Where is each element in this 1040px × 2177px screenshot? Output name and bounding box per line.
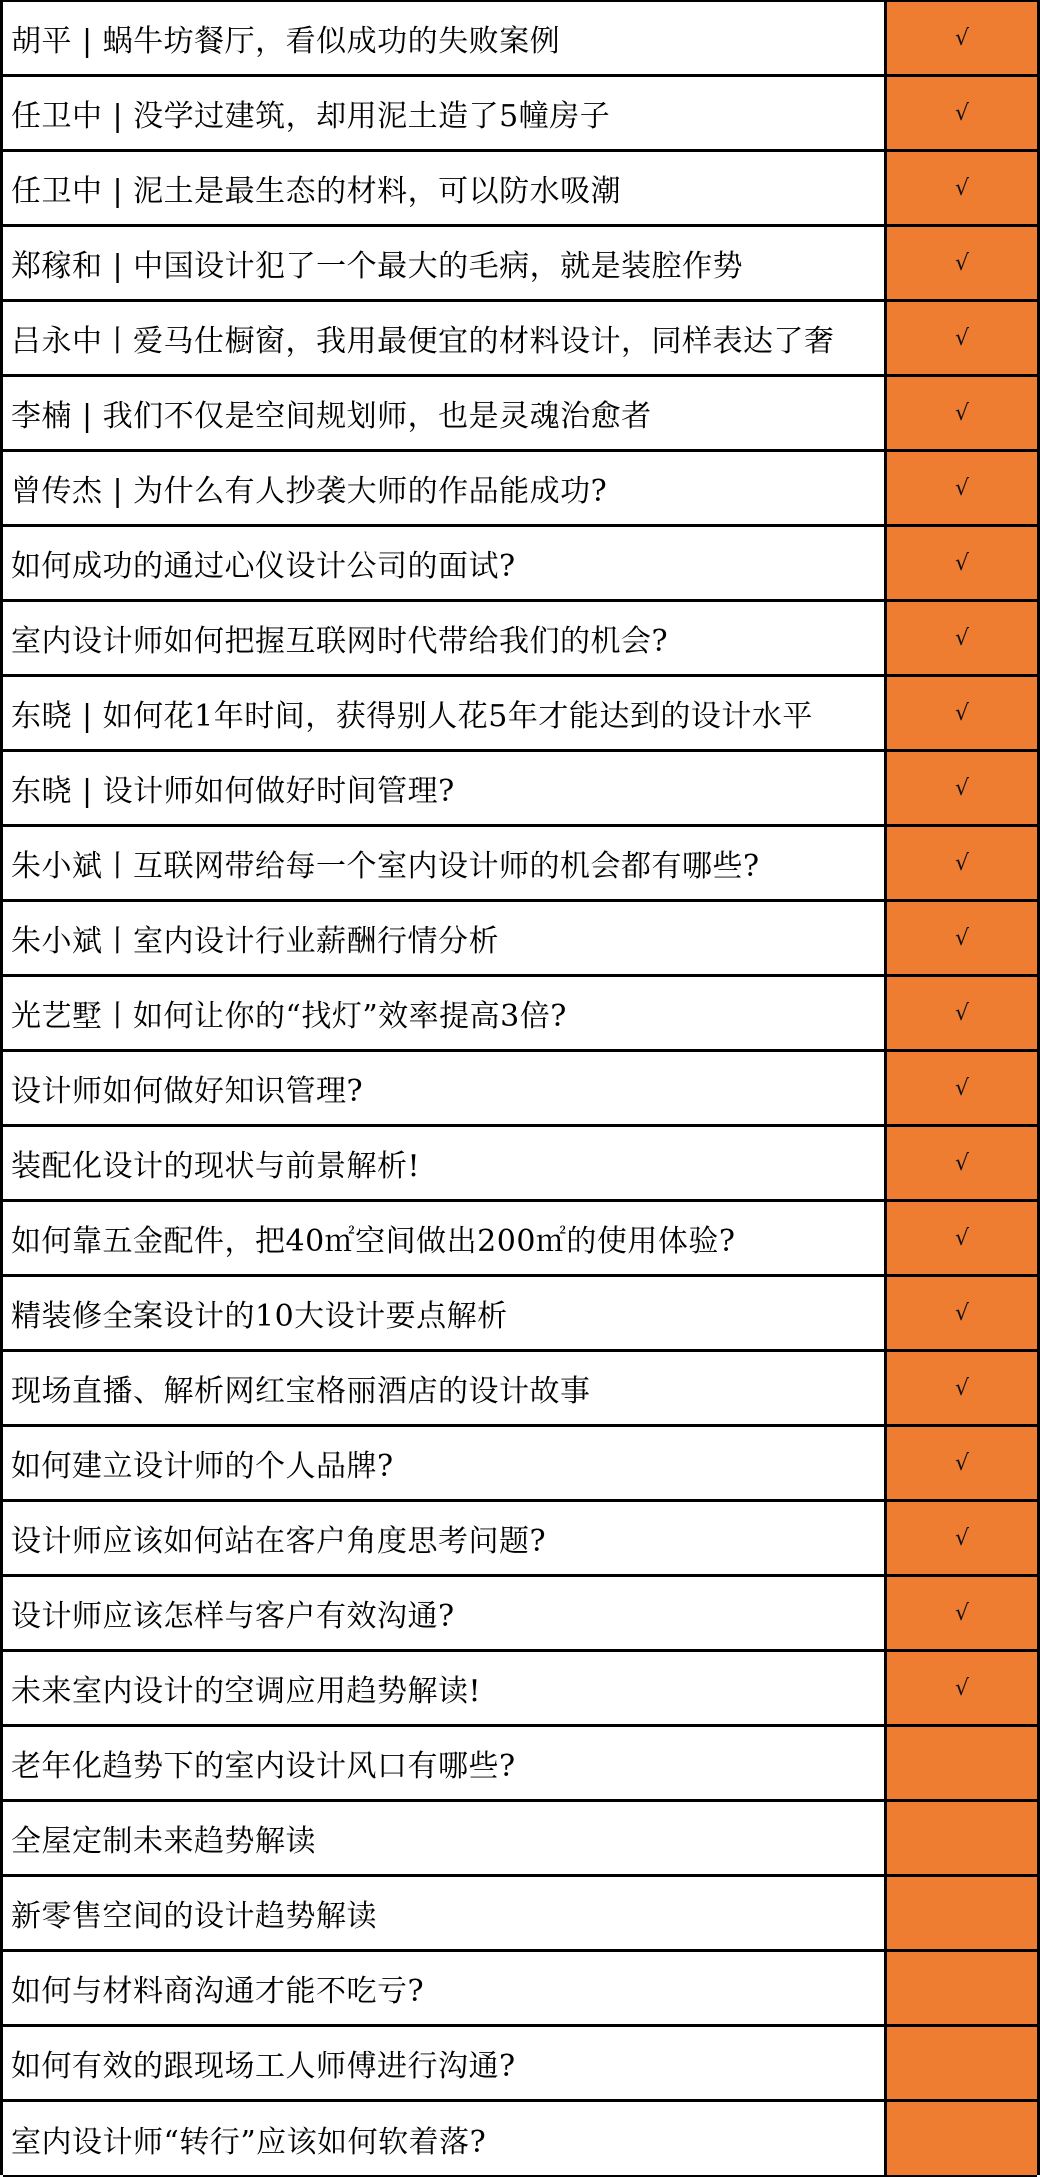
topic-title-cell bbox=[3, 302, 887, 374]
topic-title: 设计师应该如何站在客户角度思考问题? bbox=[11, 1524, 547, 1559]
topic-title-cell bbox=[3, 452, 887, 524]
status-cell bbox=[887, 677, 1037, 749]
status-cell bbox=[887, 977, 1037, 1049]
status-cell bbox=[887, 1127, 1037, 1199]
topic-title-cell bbox=[3, 1127, 887, 1199]
status-cell bbox=[887, 152, 1037, 224]
table-row bbox=[3, 1952, 1037, 2027]
checkmark-icon: √ bbox=[954, 1675, 970, 1701]
topic-title-cell bbox=[3, 77, 887, 149]
status-cell bbox=[887, 1952, 1037, 2024]
topic-title-cell bbox=[3, 1877, 887, 1949]
table-row bbox=[3, 2, 1037, 77]
table-row bbox=[3, 377, 1037, 452]
table-row bbox=[3, 1427, 1037, 1502]
status-cell bbox=[887, 2027, 1037, 2099]
table-row bbox=[3, 1652, 1037, 1727]
topic-title-cell bbox=[3, 1952, 887, 2024]
topic-title-cell bbox=[3, 1052, 887, 1124]
table-row bbox=[3, 827, 1037, 902]
table-row bbox=[3, 602, 1037, 677]
topic-title: 胡平 | 蜗牛坊餐厅，看似成功的失败案例 bbox=[11, 24, 561, 59]
topic-title: 任卫中 | 泥土是最生态的材料，可以防水吸潮 bbox=[11, 174, 622, 209]
topic-title-cell bbox=[3, 902, 887, 974]
topic-title-cell bbox=[3, 2, 887, 74]
topic-title-cell bbox=[3, 752, 887, 824]
topic-title: 新零售空间的设计趋势解读 bbox=[11, 1899, 377, 1934]
topic-title-cell bbox=[3, 1502, 887, 1574]
topic-title-cell bbox=[3, 1652, 887, 1724]
table-row bbox=[3, 1352, 1037, 1427]
topic-title-cell bbox=[3, 227, 887, 299]
checkmark-icon: √ bbox=[954, 925, 970, 951]
status-cell bbox=[887, 1877, 1037, 1949]
table-row bbox=[3, 152, 1037, 227]
topic-title: 郑稼和 | 中国设计犯了一个最大的毛病，就是装腔作势 bbox=[11, 249, 744, 284]
status-cell bbox=[887, 377, 1037, 449]
topic-title: 吕永中丨爱马仕橱窗，我用最便宜的材料设计，同样表达了奢 bbox=[11, 324, 835, 359]
table-row bbox=[3, 2102, 1037, 2177]
topic-title: 设计师应该怎样与客户有效沟通? bbox=[11, 1599, 455, 1634]
status-cell bbox=[887, 1052, 1037, 1124]
status-cell bbox=[887, 1202, 1037, 1274]
topic-title: 全屋定制未来趋势解读 bbox=[11, 1824, 316, 1859]
topic-title-cell bbox=[3, 2102, 887, 2175]
table-row bbox=[3, 677, 1037, 752]
checkmark-icon: √ bbox=[954, 550, 970, 576]
topic-title: 设计师如何做好知识管理? bbox=[11, 1074, 364, 1109]
table-row bbox=[3, 1877, 1037, 1952]
checkmark-icon: √ bbox=[954, 1600, 970, 1626]
table-row bbox=[3, 2027, 1037, 2102]
topic-title-cell bbox=[3, 1427, 887, 1499]
checkmark-icon: √ bbox=[954, 1225, 970, 1251]
topic-title-cell bbox=[3, 1727, 887, 1799]
status-cell bbox=[887, 1502, 1037, 1574]
topic-title-cell bbox=[3, 1352, 887, 1424]
checkmark-icon: √ bbox=[954, 1300, 970, 1326]
checkmark-icon: √ bbox=[954, 775, 970, 801]
table-row bbox=[3, 1802, 1037, 1877]
checkmark-icon: √ bbox=[954, 700, 970, 726]
topic-title-cell bbox=[3, 1577, 887, 1649]
table-row bbox=[3, 1202, 1037, 1277]
checkmark-icon: √ bbox=[954, 1525, 970, 1551]
checkmark-icon: √ bbox=[954, 175, 970, 201]
table-row bbox=[3, 1727, 1037, 1802]
table-row bbox=[3, 452, 1037, 527]
status-cell bbox=[887, 452, 1037, 524]
status-cell bbox=[887, 602, 1037, 674]
status-cell bbox=[887, 1352, 1037, 1424]
topic-title: 朱小斌丨互联网带给每一个室内设计师的机会都有哪些? bbox=[11, 849, 760, 884]
topic-title: 老年化趋势下的室内设计风口有哪些? bbox=[11, 1749, 516, 1784]
topic-title-cell bbox=[3, 827, 887, 899]
topic-title: 现场直播、解析网红宝格丽酒店的设计故事 bbox=[11, 1374, 591, 1409]
topic-title: 装配化设计的现状与前景解析! bbox=[11, 1149, 421, 1184]
status-cell bbox=[887, 1652, 1037, 1724]
status-cell bbox=[887, 1577, 1037, 1649]
table-row bbox=[3, 302, 1037, 377]
status-cell bbox=[887, 227, 1037, 299]
checkmark-icon: √ bbox=[954, 1150, 970, 1176]
table-body bbox=[3, 2, 1037, 2177]
checkmark-icon: √ bbox=[954, 400, 970, 426]
topic-title: 光艺墅丨如何让你的“找灯”效率提高3倍? bbox=[11, 999, 567, 1034]
topic-title: 李楠 | 我们不仅是空间规划师，也是灵魂治愈者 bbox=[11, 399, 652, 434]
checkmark-icon: √ bbox=[954, 1450, 970, 1476]
status-cell bbox=[887, 2, 1037, 74]
checkmark-icon: √ bbox=[954, 850, 970, 876]
topic-title: 如何有效的跟现场工人师傅进行沟通? bbox=[11, 2049, 516, 2084]
table-row bbox=[3, 977, 1037, 1052]
status-cell bbox=[887, 1277, 1037, 1349]
table-row bbox=[3, 1277, 1037, 1352]
topic-title: 如何成功的通过心仪设计公司的面试? bbox=[11, 549, 516, 584]
status-cell bbox=[887, 77, 1037, 149]
checkmark-icon: √ bbox=[954, 325, 970, 351]
topic-title: 室内设计师“转行”应该如何软着落? bbox=[11, 2124, 487, 2160]
checkmark-icon: √ bbox=[954, 1000, 970, 1026]
table-row bbox=[3, 1577, 1037, 1652]
topic-title-cell bbox=[3, 977, 887, 1049]
topic-title: 东晓 | 如何花1年时间，获得别人花5年才能达到的设计水平 bbox=[11, 699, 813, 734]
topic-title: 精装修全案设计的10大设计要点解析 bbox=[11, 1299, 508, 1334]
status-cell bbox=[887, 902, 1037, 974]
topic-title: 朱小斌丨室内设计行业薪酬行情分析 bbox=[11, 924, 499, 959]
topic-title-cell bbox=[3, 377, 887, 449]
status-cell bbox=[887, 527, 1037, 599]
table-row bbox=[3, 1052, 1037, 1127]
checkmark-icon: √ bbox=[954, 475, 970, 501]
topic-title-cell bbox=[3, 1802, 887, 1874]
topic-title: 东晓 | 设计师如何做好时间管理? bbox=[11, 774, 455, 809]
checkmark-icon: √ bbox=[954, 1075, 970, 1101]
checkmark-icon: √ bbox=[954, 1375, 970, 1401]
status-cell bbox=[887, 1727, 1037, 1799]
table-row bbox=[3, 1127, 1037, 1202]
table-row bbox=[3, 1502, 1037, 1577]
checkmark-icon: √ bbox=[954, 250, 970, 276]
topic-title-cell bbox=[3, 527, 887, 599]
status-cell bbox=[887, 827, 1037, 899]
topic-title: 如何靠五金配件，把40㎡空间做出200㎡的使用体验? bbox=[11, 1224, 736, 1259]
topic-title-cell bbox=[3, 2027, 887, 2099]
table-row bbox=[3, 227, 1037, 302]
topic-title: 室内设计师如何把握互联网时代带给我们的机会? bbox=[11, 624, 669, 659]
checkmark-icon: √ bbox=[954, 25, 970, 51]
table-row bbox=[3, 902, 1037, 977]
table-row bbox=[3, 527, 1037, 602]
status-cell bbox=[887, 752, 1037, 824]
status-cell bbox=[887, 1802, 1037, 1874]
status-cell bbox=[887, 1427, 1037, 1499]
topic-title: 未来室内设计的空调应用趋势解读! bbox=[11, 1674, 482, 1709]
status-cell bbox=[887, 302, 1037, 374]
topic-title-cell bbox=[3, 1202, 887, 1274]
topic-title-cell bbox=[3, 1277, 887, 1349]
topic-title-cell bbox=[3, 152, 887, 224]
topic-title: 如何与材料商沟通才能不吃亏? bbox=[11, 1974, 425, 2009]
status-cell bbox=[887, 2102, 1037, 2175]
checkmark-icon: √ bbox=[954, 625, 970, 651]
topic-title: 任卫中 | 没学过建筑，却用泥土造了5幢房子 bbox=[11, 99, 611, 134]
topic-title-cell bbox=[3, 677, 887, 749]
table-row bbox=[3, 77, 1037, 152]
topic-title: 曾传杰 | 为什么有人抄袭大师的作品能成功? bbox=[11, 474, 608, 509]
checkmark-icon: √ bbox=[954, 100, 970, 126]
topic-title: 如何建立设计师的个人品牌? bbox=[11, 1449, 394, 1484]
table-row bbox=[3, 752, 1037, 827]
topic-title-cell bbox=[3, 602, 887, 674]
